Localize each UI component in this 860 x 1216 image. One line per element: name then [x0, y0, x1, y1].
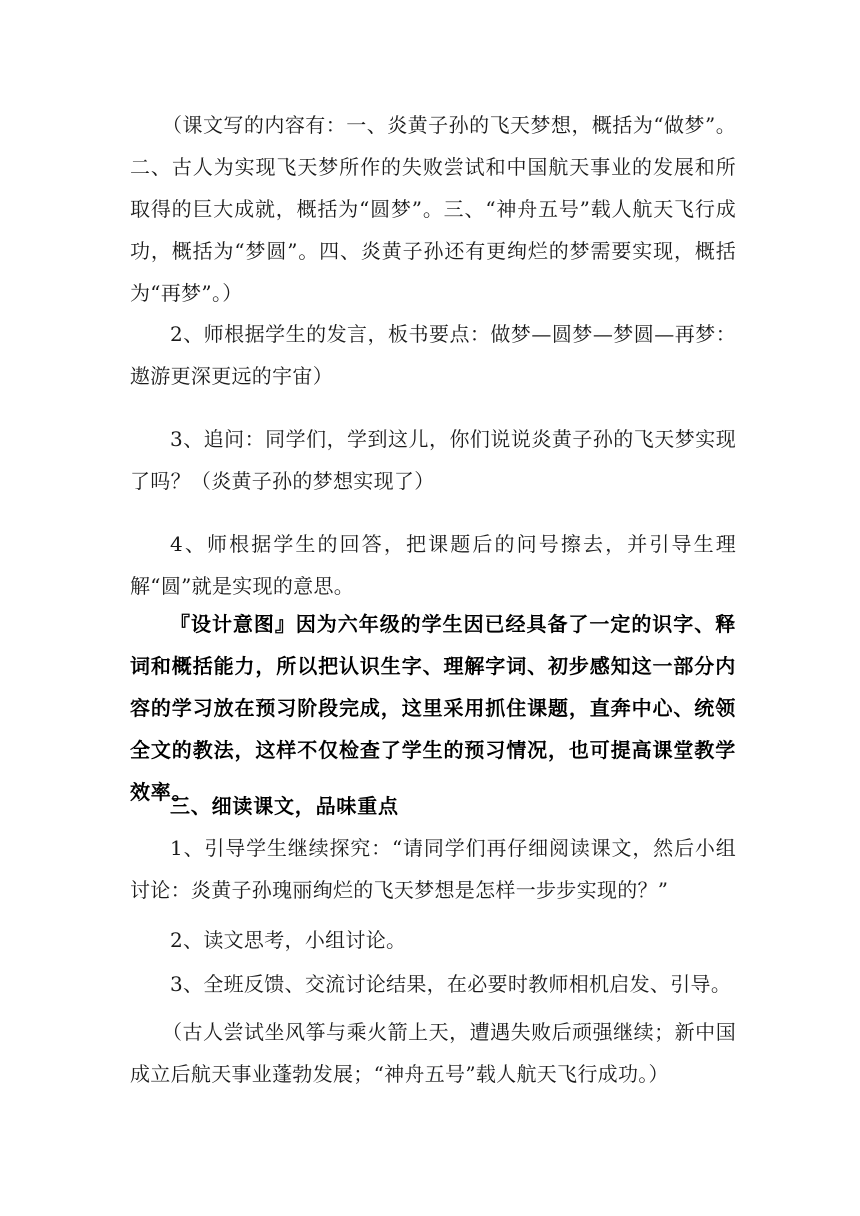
paragraph-erase-question-mark: 4、师根据学生的回答，把课题后的问号擦去，并引导生理解“圆”就是实现的意思。: [130, 532, 736, 598]
paragraph-guide-exploration: 1、引导学生继续探究：“请同学们再仔细阅读课文，然后小组讨论：炎黄子孙瑰丽绚烂的飞天梦想是怎样一步步实现的？”: [130, 836, 736, 902]
paragraph-read-and-discuss: 2、读文思考，小组讨论。: [170, 928, 407, 952]
paragraph-lesson-content-summary: （课文写的内容有：一、炎黄子孙的飞天梦想，概括为“做梦”。二、古人为实现飞天梦所作的失败尝试和中国航天事业的发展和所取得的巨大成就，概括为“圆梦”。三、“神舟五号”载人航天飞行成功，概括为“梦圆”。四、炎黄子孙还有更绚烂的梦需要实现，概括为“再梦”。）: [130, 113, 736, 305]
paragraph-blackboard-points: 2、师根据学生的发言，板书要点：做梦—圆梦—梦圆—再梦：遨游更深更远的宇宙）: [130, 322, 736, 388]
paragraph-design-intent: 『设计意图』因为六年级的学生因已经具备了一定的识字、释词和概括能力，所以把认识生字、理解字词、初步感知这一部分内容的学习放在预习阶段完成，这里采用抓住课题，直奔中心、统领全文的教法，这样不仅检查了学生的预习情况，也可提高课堂教学效率。: [130, 612, 736, 804]
section-heading-close-reading: 三、细读课文，品味重点: [170, 794, 399, 818]
paragraph-follow-up-question: 3、追问：同学们，学到这儿，你们说说炎黄子孙的飞天梦实现了吗？（炎黄子孙的梦想实现了）: [130, 427, 736, 493]
paragraph-achievements-summary: （古人尝试坐风筝与乘火箭上天，遭遇失败后顽强继续；新中国成立后航天事业蓬勃发展；“神舟五号”载人航天飞行成功。）: [130, 1020, 736, 1086]
paragraph-class-feedback: 3、全班反馈、交流讨论结果，在必要时教师相机启发、引导。: [170, 972, 732, 996]
